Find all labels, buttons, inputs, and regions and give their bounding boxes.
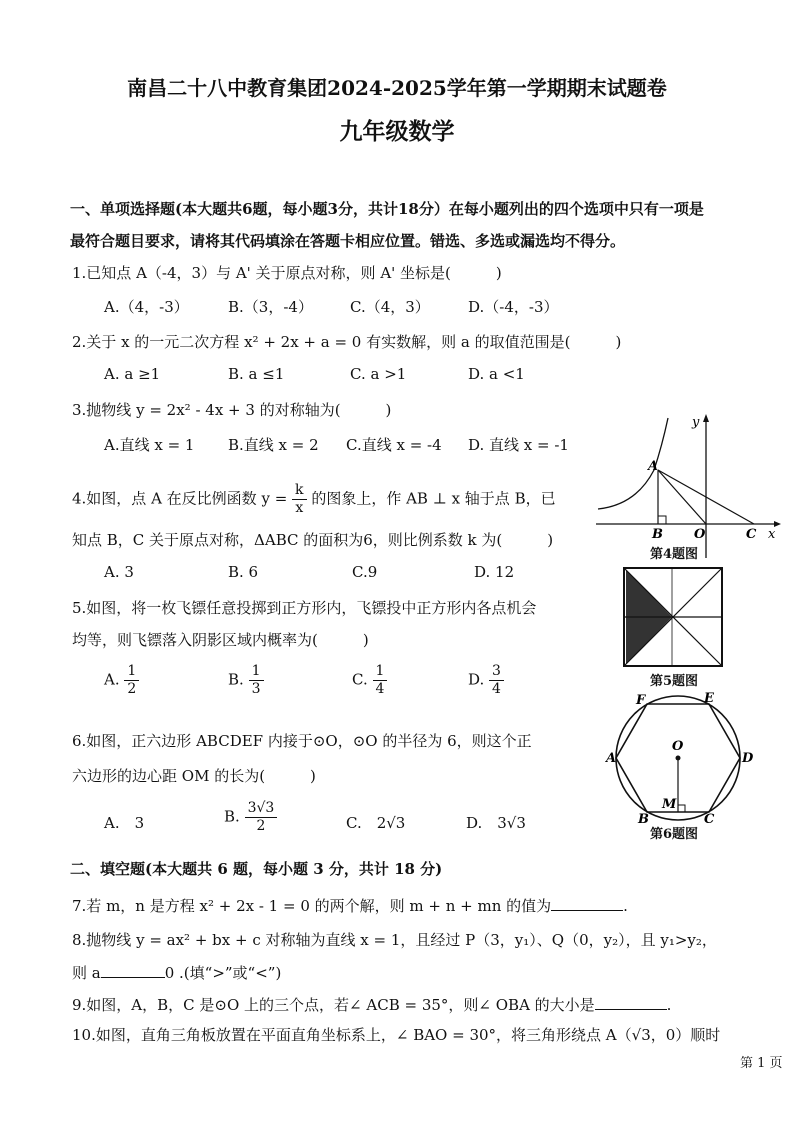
q5-option-d-den: 4 xyxy=(492,681,501,697)
q5-figure-caption: 第5题图 xyxy=(650,674,699,689)
q6-label-c: C xyxy=(704,812,715,826)
q2-stem: 2.关于 x 的一元二次方程 x² + 2x + a = 0 有实数解，则 a 的取值范围是( ) xyxy=(72,333,622,351)
q5-figure xyxy=(622,566,724,668)
q2-option-a: A. a ≥1 xyxy=(104,365,161,383)
q4-y-arrow xyxy=(703,414,709,422)
q4-right-angle xyxy=(658,516,666,524)
q4-stem xyxy=(72,482,556,517)
q4-fraction xyxy=(292,482,306,517)
q5-option-d-letter: D. xyxy=(468,670,485,689)
q8-stem2b: 0 .(填“>”或“<”) xyxy=(164,964,282,982)
q6-option-b-frac xyxy=(245,800,278,835)
q8-stem2a: 则 a xyxy=(72,964,101,982)
q5-stem: 5.如图，将一枚飞镖任意投掷到正方形内，飞镖投中正方形内各点机会 xyxy=(72,599,537,617)
q5-stem-line2: 均等，则飞镖落入阴影区域内概率为( ) xyxy=(72,631,369,649)
q6-label-b: B xyxy=(638,812,649,826)
q4-stem-a: 4.如图，点 A 在反比例函数 y = xyxy=(72,489,288,508)
q5-option-d-frac xyxy=(489,663,504,698)
q1-option-c: C.（4，3） xyxy=(350,298,430,316)
q4-figure xyxy=(596,410,782,560)
q4-option-b: B. 6 xyxy=(228,563,259,581)
q5-option-a-letter: A. xyxy=(104,670,120,689)
q6-figure-caption: 第6题图 xyxy=(650,827,699,842)
q1-stem: 1.已知点 A（-4，3）与 A' 关于原点对称，则 A' 坐标是( ) xyxy=(72,264,502,282)
q6-option-b-den: 2 xyxy=(256,818,266,834)
q7-line xyxy=(72,895,628,916)
q5-option-a xyxy=(104,663,139,698)
q1-option-b: B.（3，-4） xyxy=(228,298,313,316)
q9-answer-blank[interactable] xyxy=(595,995,667,1010)
q7-end: . xyxy=(623,897,628,915)
q6-stem: 6.如图，正六边形 ABCDEF 内接于⊙O，⊙O 的半径为 6，则这个正 xyxy=(72,732,532,750)
q6-option-a: A. 3 xyxy=(104,814,145,832)
q4-label-x: x xyxy=(768,527,776,542)
q5-option-b xyxy=(228,663,264,698)
q4-option-d: D. 12 xyxy=(474,563,515,581)
section1-heading-line2: 最符合题目要求，请将其代码填涂在答题卡相应位置。错选、多选或漏选均不得分。 xyxy=(70,232,626,250)
q5-option-c-den: 4 xyxy=(375,681,385,697)
q6-center-dot xyxy=(676,756,681,761)
q2-option-b: B. a ≤1 xyxy=(228,365,285,383)
q3-option-a: A.直线 x = 1 xyxy=(104,436,195,454)
q9-line xyxy=(72,994,671,1015)
q5-option-c xyxy=(352,663,387,698)
q6-label-d: D xyxy=(742,751,754,766)
q6-label-o: O xyxy=(672,739,684,754)
q9-stem: 9.如图，A，B，C 是⊙O 上的三个点，若∠ ACB = 35°，则∠ OBA 的大小是 xyxy=(72,996,595,1014)
section1-heading: 一、单项选择题(本大题共6题，每小题3分，共计18分）在每小题列出的四个选项中只有一项是 xyxy=(70,200,704,218)
q9-end: . xyxy=(666,996,672,1014)
q4-stem-b: 的图象上，作 AB ⊥ x 轴于点 B，已 xyxy=(311,489,556,508)
q7-answer-blank[interactable] xyxy=(551,896,623,911)
q6-figure xyxy=(604,686,756,826)
q3-stem: 3.抛物线 y = 2x² - 4x + 3 的对称轴为( ) xyxy=(72,401,392,419)
q2-option-d: D. a <1 xyxy=(468,365,525,383)
q4-label-b: B xyxy=(652,527,663,542)
q6-stem-line2: 六边形的边心距 OM 的长为( ) xyxy=(72,767,316,785)
q5-option-c-letter: C. xyxy=(352,670,368,689)
q6-option-c: C. 2√3 xyxy=(346,814,406,832)
q5-option-b-letter: B. xyxy=(228,670,244,689)
q6-label-a: A xyxy=(606,751,617,766)
q10-stem: 10.如图，直角三角板放置在平面直角坐标系上，∠ BAO = 30°，将三角形绕点 A（√3，0）顺时 xyxy=(72,1026,721,1044)
q3-option-b: B.直线 x = 2 xyxy=(228,436,319,454)
q4-stem-line2: 知点 B，C 关于原点对称，ΔABC 的面积为6，则比例系数 k 为( ) xyxy=(72,531,554,549)
q4-figure-caption: 第4题图 xyxy=(650,547,699,562)
q6-label-e: E xyxy=(704,691,714,706)
q6-option-b-num: 3√3 xyxy=(245,800,278,818)
q5-option-c-frac xyxy=(373,663,388,698)
q6-right-angle xyxy=(678,805,685,812)
page-number: 第 1 页 xyxy=(740,1056,783,1071)
q4-frac-den: x xyxy=(295,500,304,516)
q6-option-d: D. 3√3 xyxy=(466,814,526,832)
q6-label-f: F xyxy=(636,693,646,708)
q4-label-c: C xyxy=(746,527,757,542)
q8-line2 xyxy=(72,962,281,983)
q5-option-a-num: 1 xyxy=(124,663,139,681)
q3-option-c: C.直线 x = -4 xyxy=(346,436,442,454)
q5-option-c-num: 1 xyxy=(373,663,388,681)
q4-option-a: A. 3 xyxy=(104,563,134,581)
q4-option-c: C.9 xyxy=(352,563,378,581)
q5-option-a-den: 2 xyxy=(127,681,137,697)
section2-heading: 二、填空题(本大题共 6 题，每小题 3 分，共计 18 分) xyxy=(70,860,443,878)
q2-option-c: C. a >1 xyxy=(350,365,407,383)
q5-option-d-num: 3 xyxy=(489,663,504,681)
q1-option-d: D.（-4，-3） xyxy=(468,298,559,316)
q3-option-d: D. 直线 x = -1 xyxy=(468,436,569,454)
q8-stem: 8.抛物线 y = ax² + bx + c 对称轴为直线 x = 1，且经过 P（3，y₁）、Q（0，y₂），且 y₁>y₂， xyxy=(72,931,717,949)
q8-answer-blank[interactable] xyxy=(101,963,165,978)
q5-option-d xyxy=(468,663,504,698)
q4-label-o: O xyxy=(694,527,706,542)
q5-option-b-den: 3 xyxy=(251,681,261,697)
q6-option-b xyxy=(224,800,277,835)
exam-subtitle: 九年级数学 xyxy=(339,118,455,145)
exam-title: 南昌二十八中教育集团2024-2025学年第一学期期末试题卷 xyxy=(127,76,667,100)
q6-option-b-letter: B. xyxy=(224,807,240,826)
q7-stem: 7.若 m，n 是方程 x² + 2x - 1 = 0 的两个解，则 m + n + mn 的值为 xyxy=(72,897,552,915)
q4-frac-num: k xyxy=(292,482,306,500)
q5-option-b-frac xyxy=(249,663,264,698)
q4-label-y: y xyxy=(692,415,700,430)
q5-option-a-frac xyxy=(124,663,139,698)
q4-label-a: A xyxy=(648,459,659,474)
q5-option-b-num: 1 xyxy=(249,663,264,681)
q6-label-m: M xyxy=(662,797,677,812)
q1-option-a: A.（4，-3） xyxy=(104,298,189,316)
